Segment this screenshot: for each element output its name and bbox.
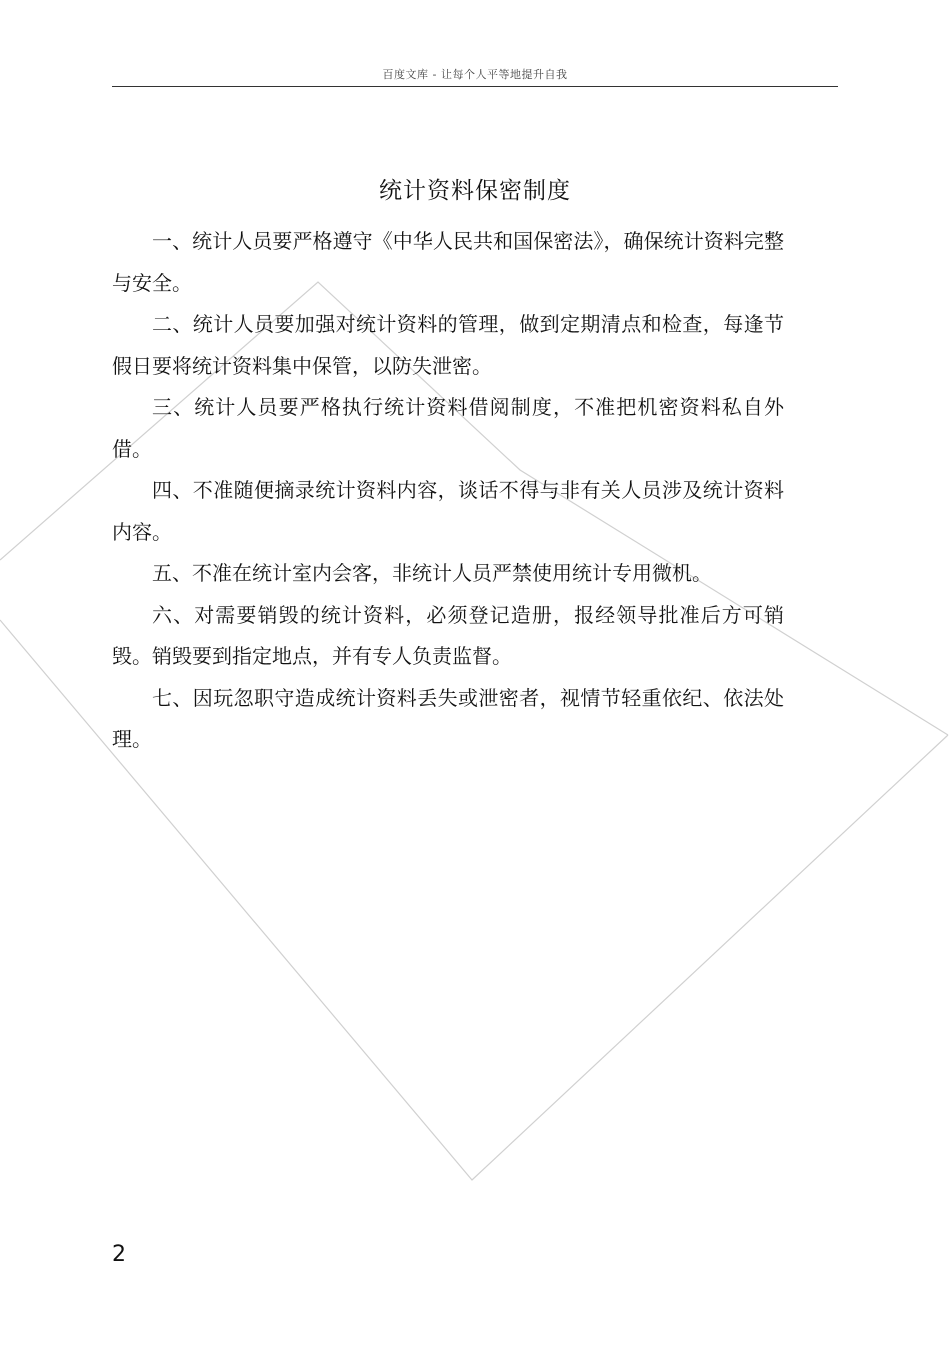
paragraph-1: 一、统计人员要严格遵守《中华人民共和国保密法》，确保统计资料完整与安全。 bbox=[112, 229, 784, 295]
paragraph-5: 五、不准在统计室内会客，非统计人员严禁使用统计专用微机。 bbox=[152, 561, 712, 585]
document-title: 统计资料保密制度 bbox=[379, 178, 571, 204]
paragraph-4: 四、不准随便摘录统计资料内容，谈话不得与非有关人员涉及统计资料内容。 bbox=[112, 478, 784, 544]
paragraph-3: 三、统计人员要严格执行统计资料借阅制度，不准把机密资料私自外借。 bbox=[112, 395, 784, 461]
paragraph-2: 二、统计人员要加强对统计资料的管理，做到定期清点和检查，每逢节假日要将统计资料集中保管，以防失泄密。 bbox=[112, 312, 784, 378]
paragraph-6: 六、对需要销毁的统计资料，必须登记造册，报经领导批准后方可销毁。销毁要到指定地点，并有专人负责监督。 bbox=[112, 602, 784, 668]
header-divider bbox=[112, 86, 838, 87]
page-header: 百度文库 - 让每个人平等地提升自我 bbox=[382, 68, 568, 81]
page-number: 2 bbox=[112, 1242, 126, 1267]
paragraph-7: 七、因玩忽职守造成统计资料丢失或泄密者，视情节轻重依纪、依法处理。 bbox=[112, 685, 784, 751]
document-body bbox=[112, 221, 784, 761]
